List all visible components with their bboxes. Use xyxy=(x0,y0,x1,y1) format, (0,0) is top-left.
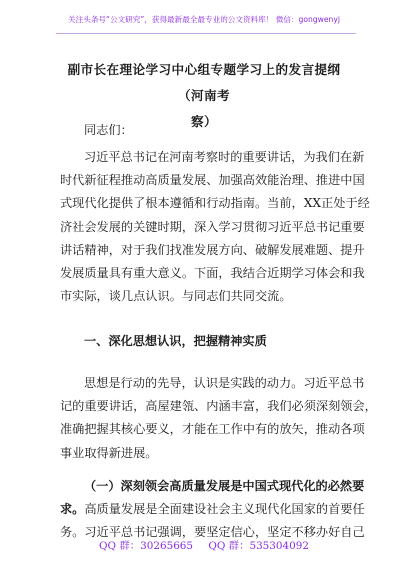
paragraph-line: 记的重要讲话，高屋建瓴、内涵丰富，我们必须深刻领会， xyxy=(60,399,377,414)
greeting: 同志们： xyxy=(84,123,133,137)
paragraph-line: 发展质量具有重大意义。下面，我结合近期学习体会和我 xyxy=(60,266,365,281)
paragraph-line xyxy=(60,498,365,521)
subsection-heading-end: 求。 xyxy=(60,502,85,517)
paragraph-section-1 xyxy=(60,372,377,465)
title-line-2: 察） xyxy=(191,114,217,129)
header-divider xyxy=(56,33,356,34)
paragraph-line: 济社会发展的关键时期，深入学习贯彻习近平总书记重要 xyxy=(60,219,365,234)
paragraph-intro xyxy=(60,146,370,308)
footer-contacts xyxy=(0,537,408,552)
paragraph-text: 高质量发展是全面建设社会主义现代化国家的首要任 xyxy=(84,502,365,517)
paragraph-line: 准确把握其核心要义，才能在工作中有的放矢，推动各项 xyxy=(60,422,365,437)
paragraph-subsection-1 xyxy=(60,475,365,545)
paragraph-line: 习近平总书记在河南考察时的重要讲话，为我们在新 xyxy=(84,150,365,164)
subsection-heading-1: （一）深刻领会高质量发展是中国式现代化的必然要 xyxy=(84,479,365,493)
paragraph-line: 市实际，谈几点认识。与同志们共同交流。 xyxy=(60,289,292,304)
footer-qq-group-2: QQ 群：535304092 xyxy=(208,540,309,552)
paragraph-line: 式现代化提供了根本遵循和行动指南。当前，XX正处于经 xyxy=(60,196,370,211)
paragraph-line: 讲话精神，对于我们找准发展方向、破解发展难题、提升 xyxy=(60,242,365,257)
header-banner: 关注头条号“公文研究”，获得最新最全最专业的公文资料库！ 微信：gongwenyj xyxy=(68,15,340,24)
paragraph-line: 事业取得新进展。 xyxy=(60,445,158,460)
paragraph-line: 思想是行动的先导，认识是实践的动力。习近平总书 xyxy=(84,376,365,390)
title-line-1: 副市长在理论学习中心组专题学习上的发言提纲（河南考 xyxy=(67,62,341,103)
paragraph-line: 时代新征程推动高质量发展、加强高效能治理、推进中国 xyxy=(60,173,365,188)
footer-qq-group-1: QQ 群：30265665 xyxy=(99,540,194,552)
paragraph-line: 务。习近平总书记强调，要坚定信心，坚定不移办好自己 xyxy=(60,525,365,540)
section-heading-1: 一、深化思想认识，把握精神实质 xyxy=(84,334,267,348)
